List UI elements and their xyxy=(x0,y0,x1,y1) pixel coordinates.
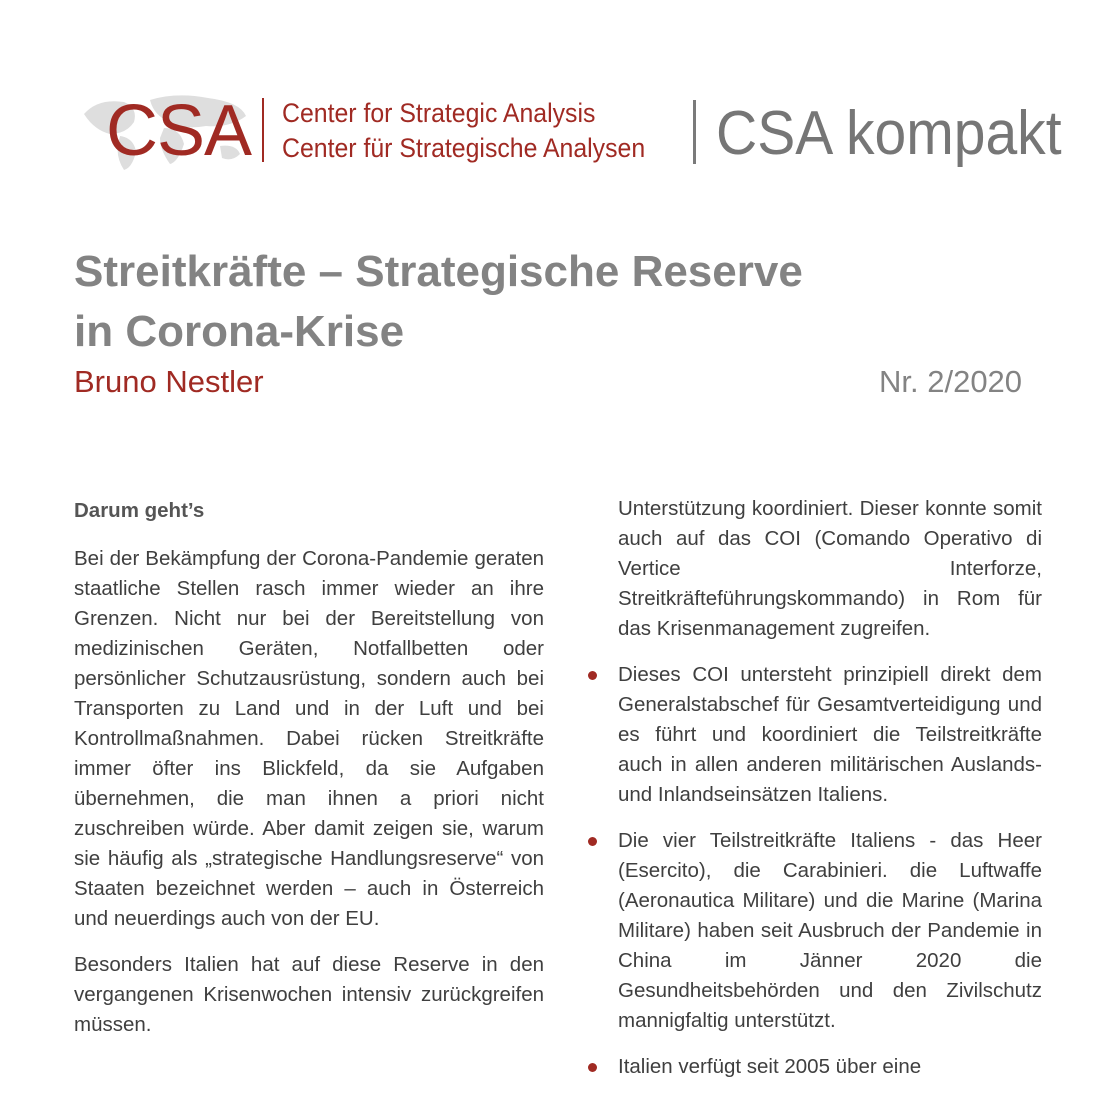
intro-paragraph: Bei der Bekämpfung der Corona-Pandemie geraten staatliche Stellen rasch immer wieder an ihre Grenzen. Nicht nur bei der Bereitstellung von medizinischen Geräten, Notfallbetten oder persönlicher Schutzausrüstung, sondern auch bei Transporten zu Land und in der Luft und bei Kontrollmaßnahmen. Dabei rücken Streitkräfte immer öfter ins Blickfeld, da sie Aufgaben übernehmen, die man ihnen a priori nicht zuschreiben würde. Aber damit zeigen sie, warum sie häufig als „strategische Handlungsreserve“ von Staaten bezeichnet werden – auch in Österreich und neuerdings auch von der EU. xyxy=(74,547,544,930)
right-column xyxy=(618,494,1042,1098)
bullet-text: Dieses COI untersteht prinzipiell direkt dem Generalstabschef für Gesamtverteidigung und es führt und koordiniert die Teilstreitkräfte auch in allen anderen militärischen Auslands- und Inlandseinsätzen Italiens. xyxy=(618,663,1042,806)
issue-number: Nr. 2/2020 xyxy=(879,364,1023,399)
bullet-item xyxy=(618,1052,1042,1082)
document-title xyxy=(74,242,803,362)
logo-separator xyxy=(262,98,264,162)
continuation-paragraph: Unterstützung koordiniert. Dieser konnte somit auch auf das COI (Comando Operativo di Vertice Interforze, Streitkräfteführungskommando) in Rom für das Krisenmanagement zugreifen. xyxy=(618,497,1042,640)
series-separator xyxy=(693,100,696,164)
bullet-text: Italien verfügt seit 2005 über eine xyxy=(618,1055,922,1078)
center-name-english: Center for Strategic Analysis xyxy=(282,98,596,128)
bullet-item xyxy=(618,660,1042,810)
csa-logo: CSA xyxy=(106,91,252,171)
left-column xyxy=(74,496,544,1056)
bullet-text: Die vier Teilstreitkräfte Italiens - das Heer (Esercito), die Carabinieri. die Luftwaffe (Aeronautica Militare) und die Marine (Marina Militare) haben seit Ausbruch der Pandemie in China im Jänner 2020 die Gesundheitsbehörden und den Zivilschutz mannigfaltig unterstützt. xyxy=(618,829,1042,1032)
header xyxy=(0,0,1116,200)
bullet-item xyxy=(618,826,1042,1036)
bullet-dot-icon xyxy=(588,671,597,680)
author-name: Bruno Nestler xyxy=(74,364,264,399)
italy-paragraph: Besonders Italien hat auf diese Reserve in den vergangenen Krisenwochen intensiv zurückgreifen müssen. xyxy=(74,953,544,1036)
title-line-1: Streitkräfte – Strategische Reserve xyxy=(74,247,803,296)
center-names xyxy=(282,96,645,166)
bullet-dot-icon xyxy=(588,1063,597,1072)
series-name: CSA kompakt xyxy=(716,99,1062,168)
section-heading: Darum geht’s xyxy=(74,499,205,522)
center-name-german: Center für Strategische Analysen xyxy=(282,133,646,163)
title-line-2: in Corona-Krise xyxy=(74,307,405,356)
bullet-dot-icon xyxy=(588,837,597,846)
